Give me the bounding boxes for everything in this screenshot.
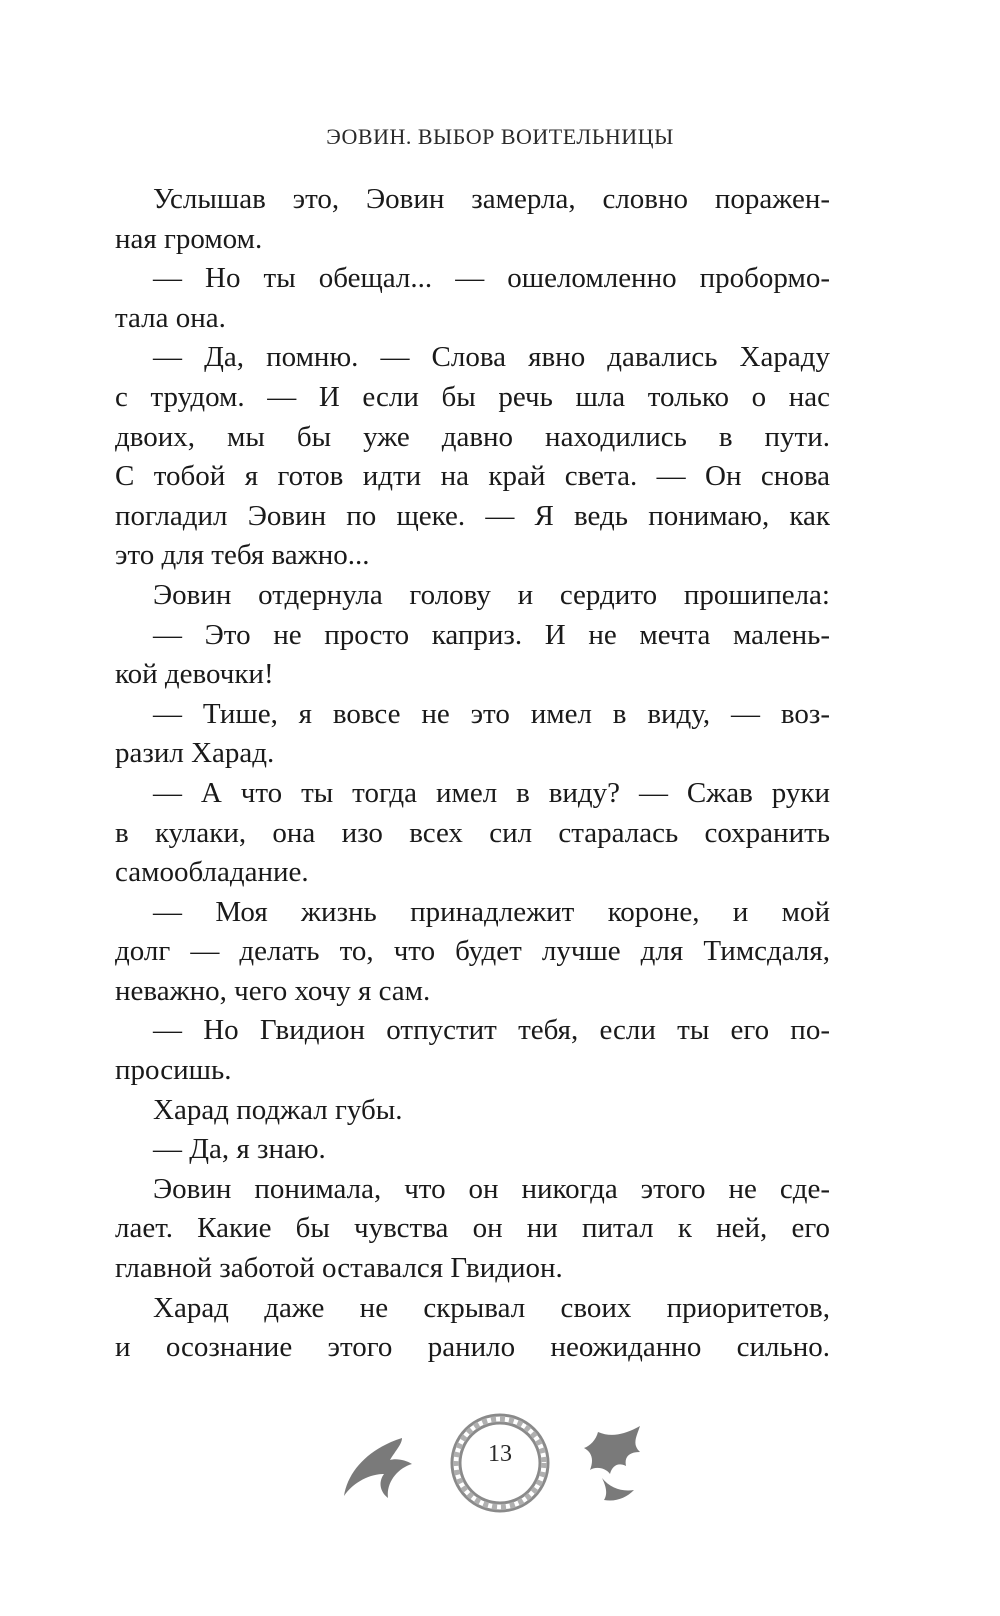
text-line: это для тебя важно...	[115, 539, 370, 572]
text-line: кой девочки!	[115, 658, 274, 691]
text-line: самообладание.	[115, 856, 309, 889]
text-line: — Тише, я вовсе не это имел в виду, — воз-	[153, 697, 830, 730]
text-line: разил Харад.	[115, 737, 275, 770]
text-line: лает. Какие бы чувства он ни питал к ней, его	[115, 1212, 830, 1245]
text-line: ная громом.	[115, 222, 263, 255]
text-line: — Да, помню. — Слова явно давались Хараду	[153, 341, 830, 374]
text-line: просишь.	[115, 1054, 232, 1087]
text-line: С тобой я готов идти на край света. — Он снова	[115, 460, 830, 493]
text-line: главной заботой оставался Гвидион.	[115, 1252, 563, 1285]
right-raven-icon	[584, 1426, 640, 1474]
text-line: — Но Гвидион отпустит тебя, если ты его по-	[153, 1014, 830, 1047]
text-line: с трудом. — И если бы речь шла только о нас	[115, 380, 830, 413]
text-line: тала она.	[115, 301, 226, 334]
text-line: погладил Эовин по щеке. — Я ведь понимаю, как	[115, 499, 830, 532]
left-crescent-icon	[344, 1438, 412, 1498]
text-line: неважно, чего хочу я сам.	[115, 974, 431, 1007]
running-head: ЭОВИН. ВЫБОР ВОИТЕЛЬНИЦЫ	[326, 124, 674, 149]
body-text	[115, 180, 830, 1368]
text-line: — Моя жизнь принадлежит короне, и мой	[153, 895, 830, 928]
text-line: — Но ты обещал... — ошеломленно пробормо-	[153, 262, 830, 295]
text-line: — А что ты тогда имел в виду? — Сжав руки	[153, 776, 830, 809]
text-line: — Это не просто каприз. И не мечта малень-	[153, 618, 830, 651]
text-line: Эовин отдернула голову и сердито прошипела:	[153, 578, 830, 611]
text-line: в кулаки, она изо всех сил старалась сохранить	[115, 816, 830, 849]
text-line: долг — делать то, что будет лучше для Тимсдаля,	[115, 935, 830, 968]
text-line: — Да, я знаю.	[153, 1133, 326, 1166]
text-line: и осознание этого ранило неожиданно сильно.	[115, 1331, 830, 1364]
text-line: Услышав это, Эовин замерла, словно поражен-	[153, 183, 830, 215]
text-line: Эовин понимала, что он никогда этого не сде-	[153, 1172, 830, 1205]
text-line: Харад даже не скрывал своих приоритетов,	[153, 1291, 830, 1324]
page-number: 13	[488, 1441, 512, 1467]
folio-ornament	[340, 1408, 660, 1518]
text-line: двоих, мы бы уже давно находились в пути.	[115, 420, 830, 453]
text-line: Харад поджал губы.	[153, 1093, 403, 1126]
